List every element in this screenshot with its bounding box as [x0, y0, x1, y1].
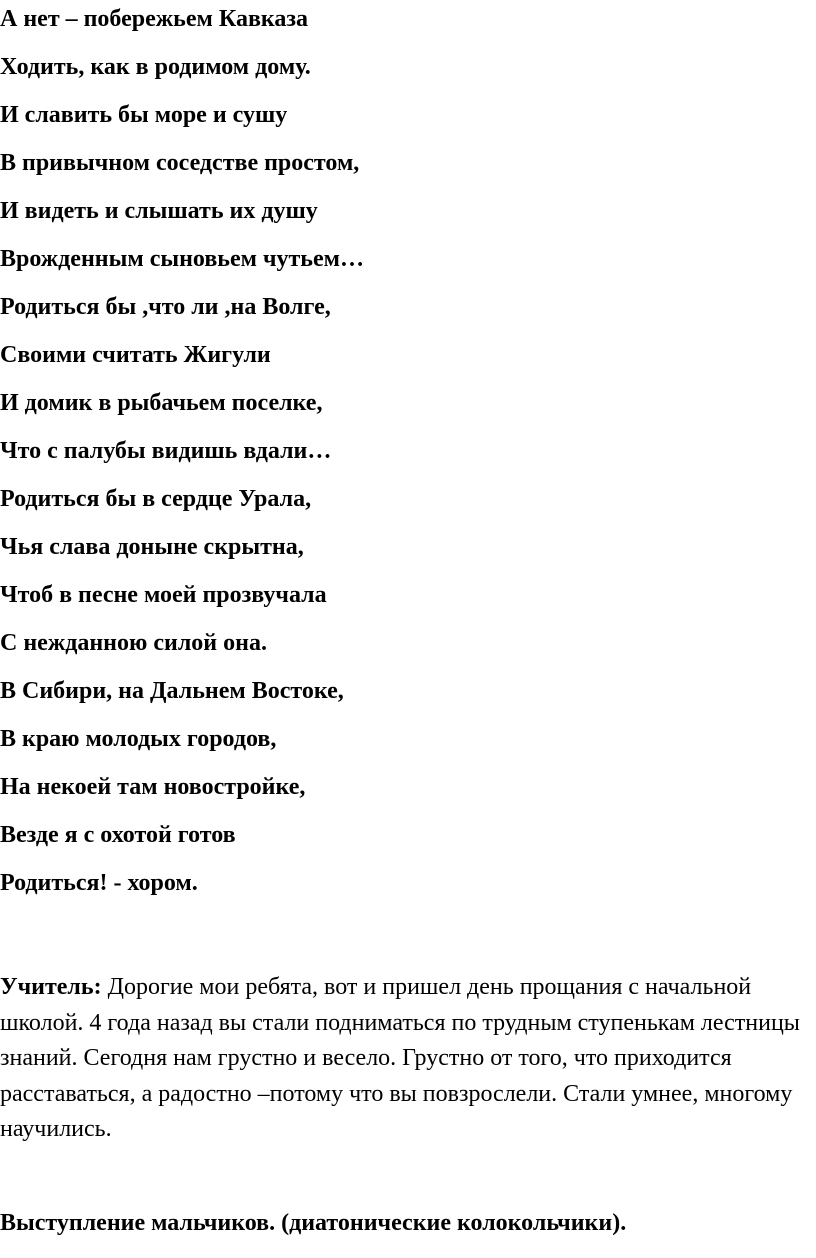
poem-line: Врожденным сыновьем чутьем…	[0, 246, 364, 272]
poem-line: Родиться! - хором.	[0, 870, 198, 896]
teacher-speech	[0, 970, 805, 1148]
poem-line: А нет – побережьем Кавказа	[0, 6, 309, 32]
poem-line: Чья слава доныне скрытна,	[0, 534, 304, 560]
poem-line: Чтоб в песне моей прозвучала	[0, 582, 327, 608]
poem-line: Везде я с охотой готов	[0, 822, 236, 848]
poem-line: В краю молодых городов,	[0, 726, 277, 752]
boys-performance-heading: Выступление мальчиков. (диатонические колокольчики).	[0, 1210, 627, 1236]
poem-line: Родиться бы в сердце Урала,	[0, 486, 312, 512]
poem-line: И видеть и слышать их душу	[0, 198, 318, 224]
poem-line: На некоей там новостройке,	[0, 774, 306, 800]
poem-line: В Сибири, на Дальнем Востоке,	[0, 678, 344, 704]
poem-line: Ходить, как в родимом дому.	[0, 54, 311, 80]
poem-line: В привычном соседстве простом,	[0, 150, 360, 176]
poem-line: Родиться бы ,что ли ,на Волге,	[0, 294, 331, 320]
poem-line: Что с палубы видишь вдали…	[0, 438, 332, 464]
poem-line: И домик в рыбачьем поселке,	[0, 390, 323, 416]
teacher-speaker-label: Учитель:	[0, 974, 102, 1000]
poem-line: С нежданною силой она.	[0, 630, 267, 656]
poem-line: Своими считать Жигули	[0, 342, 271, 368]
poem-line: И славить бы море и сушу	[0, 102, 288, 128]
teacher-speech-text: Дорогие мои ребята, вот и пришел день прощания с начальной школой. 4 года назад вы стали подниматься по трудным ступенькам лестницы знаний. Сегодня нам грустно и весело. Грустно от того, что приходится расставаться, а радостно –потому что вы повзрослели. Стали умнее, многому научились.	[0, 974, 800, 1142]
